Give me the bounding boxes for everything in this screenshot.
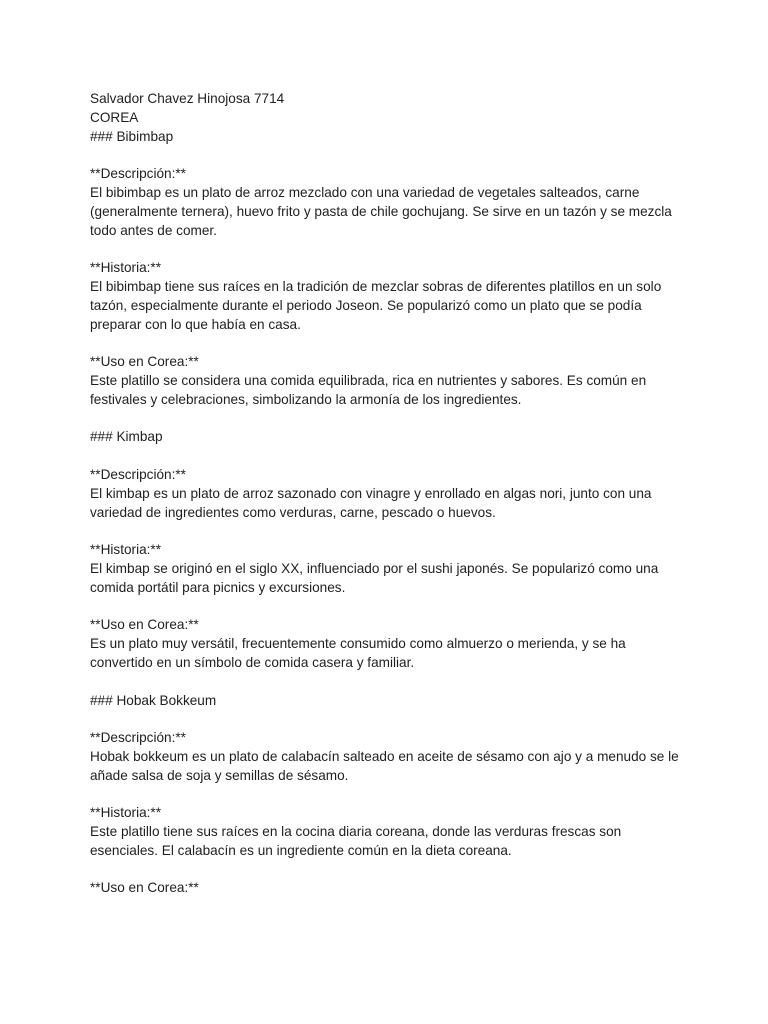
document-header [90, 90, 690, 128]
author-line: Salvador Chavez Hinojosa 7714 [90, 91, 285, 106]
historia-text: El kimbap se originó en el siglo XX, influenciado por el sushi japonés. Se popularizó como una comida portátil para picnics y excursiones. [90, 560, 659, 595]
uso-block [90, 879, 690, 898]
descripcion-label: **Descripción:** [90, 166, 186, 182]
section-hobak-bokkeum [90, 692, 690, 899]
country-line: COREA [90, 109, 139, 125]
section-kimbap [90, 428, 690, 672]
historia-text: El bibimbap tiene sus raíces en la tradición de mezclar sobras de diferentes platillos en un solo tazón, especialmente durante el periodo Joseon. Se popularizó como un plato que se podía preparar con lo que había en casa. [90, 278, 662, 332]
section-heading: ### Kimbap [90, 429, 163, 445]
uso-block [90, 616, 690, 672]
uso-text: Este platillo se considera una comida equilibrada, rica en nutrientes y sabores. Es común en festivales y celebraciones, simbolizando la armonía de los ingredientes. [90, 372, 647, 407]
uso-label: **Uso en Corea:** [90, 880, 199, 896]
descripcion-text: El kimbap es un plato de arroz sazonado con vinagre y enrollado en algas nori, junto con una variedad de ingredientes como verduras, carne, pescado o huevos. [90, 485, 652, 520]
section-heading: ### Hobak Bokkeum [90, 692, 217, 708]
historia-block [90, 804, 690, 860]
descripcion-label: **Descripción:** [90, 466, 186, 482]
historia-label: **Historia:** [90, 805, 162, 821]
section-bibimbap [90, 128, 690, 410]
uso-text: Es un plato muy versátil, frecuentemente consumido como almuerzo o merienda, y se ha convertido en un símbolo de comida casera y familiar. [90, 636, 626, 670]
descripcion-block [90, 165, 690, 240]
section-heading: ### Bibimbap [90, 128, 174, 144]
descripcion-label: **Descripción:** [90, 730, 186, 746]
historia-label: **Historia:** [90, 260, 162, 276]
historia-label: **Historia:** [90, 542, 162, 558]
uso-label: **Uso en Corea:** [90, 354, 199, 370]
descripcion-block [90, 729, 690, 785]
document-page [90, 90, 690, 898]
historia-block [90, 259, 690, 334]
descripcion-text: El bibimbap es un plato de arroz mezclado con una variedad de vegetales salteados, carne (generalmente ternera), huevo frito y pasta de chile gochujang. Se sirve en un tazón y se mezcla todo antes de comer. [90, 184, 672, 238]
historia-block [90, 541, 690, 597]
descripcion-block [90, 466, 690, 522]
uso-label: **Uso en Corea:** [90, 617, 199, 633]
uso-block [90, 353, 690, 409]
descripcion-text: Hobak bokkeum es un plato de calabacín salteado en aceite de sésamo con ajo y a menudo se le añade salsa de soja y semillas de sésamo. [90, 748, 679, 783]
historia-text: Este platillo tiene sus raíces en la cocina diaria coreana, donde las verduras frescas son esenciales. El calabacín es un ingrediente común en la dieta coreana. [90, 824, 622, 858]
